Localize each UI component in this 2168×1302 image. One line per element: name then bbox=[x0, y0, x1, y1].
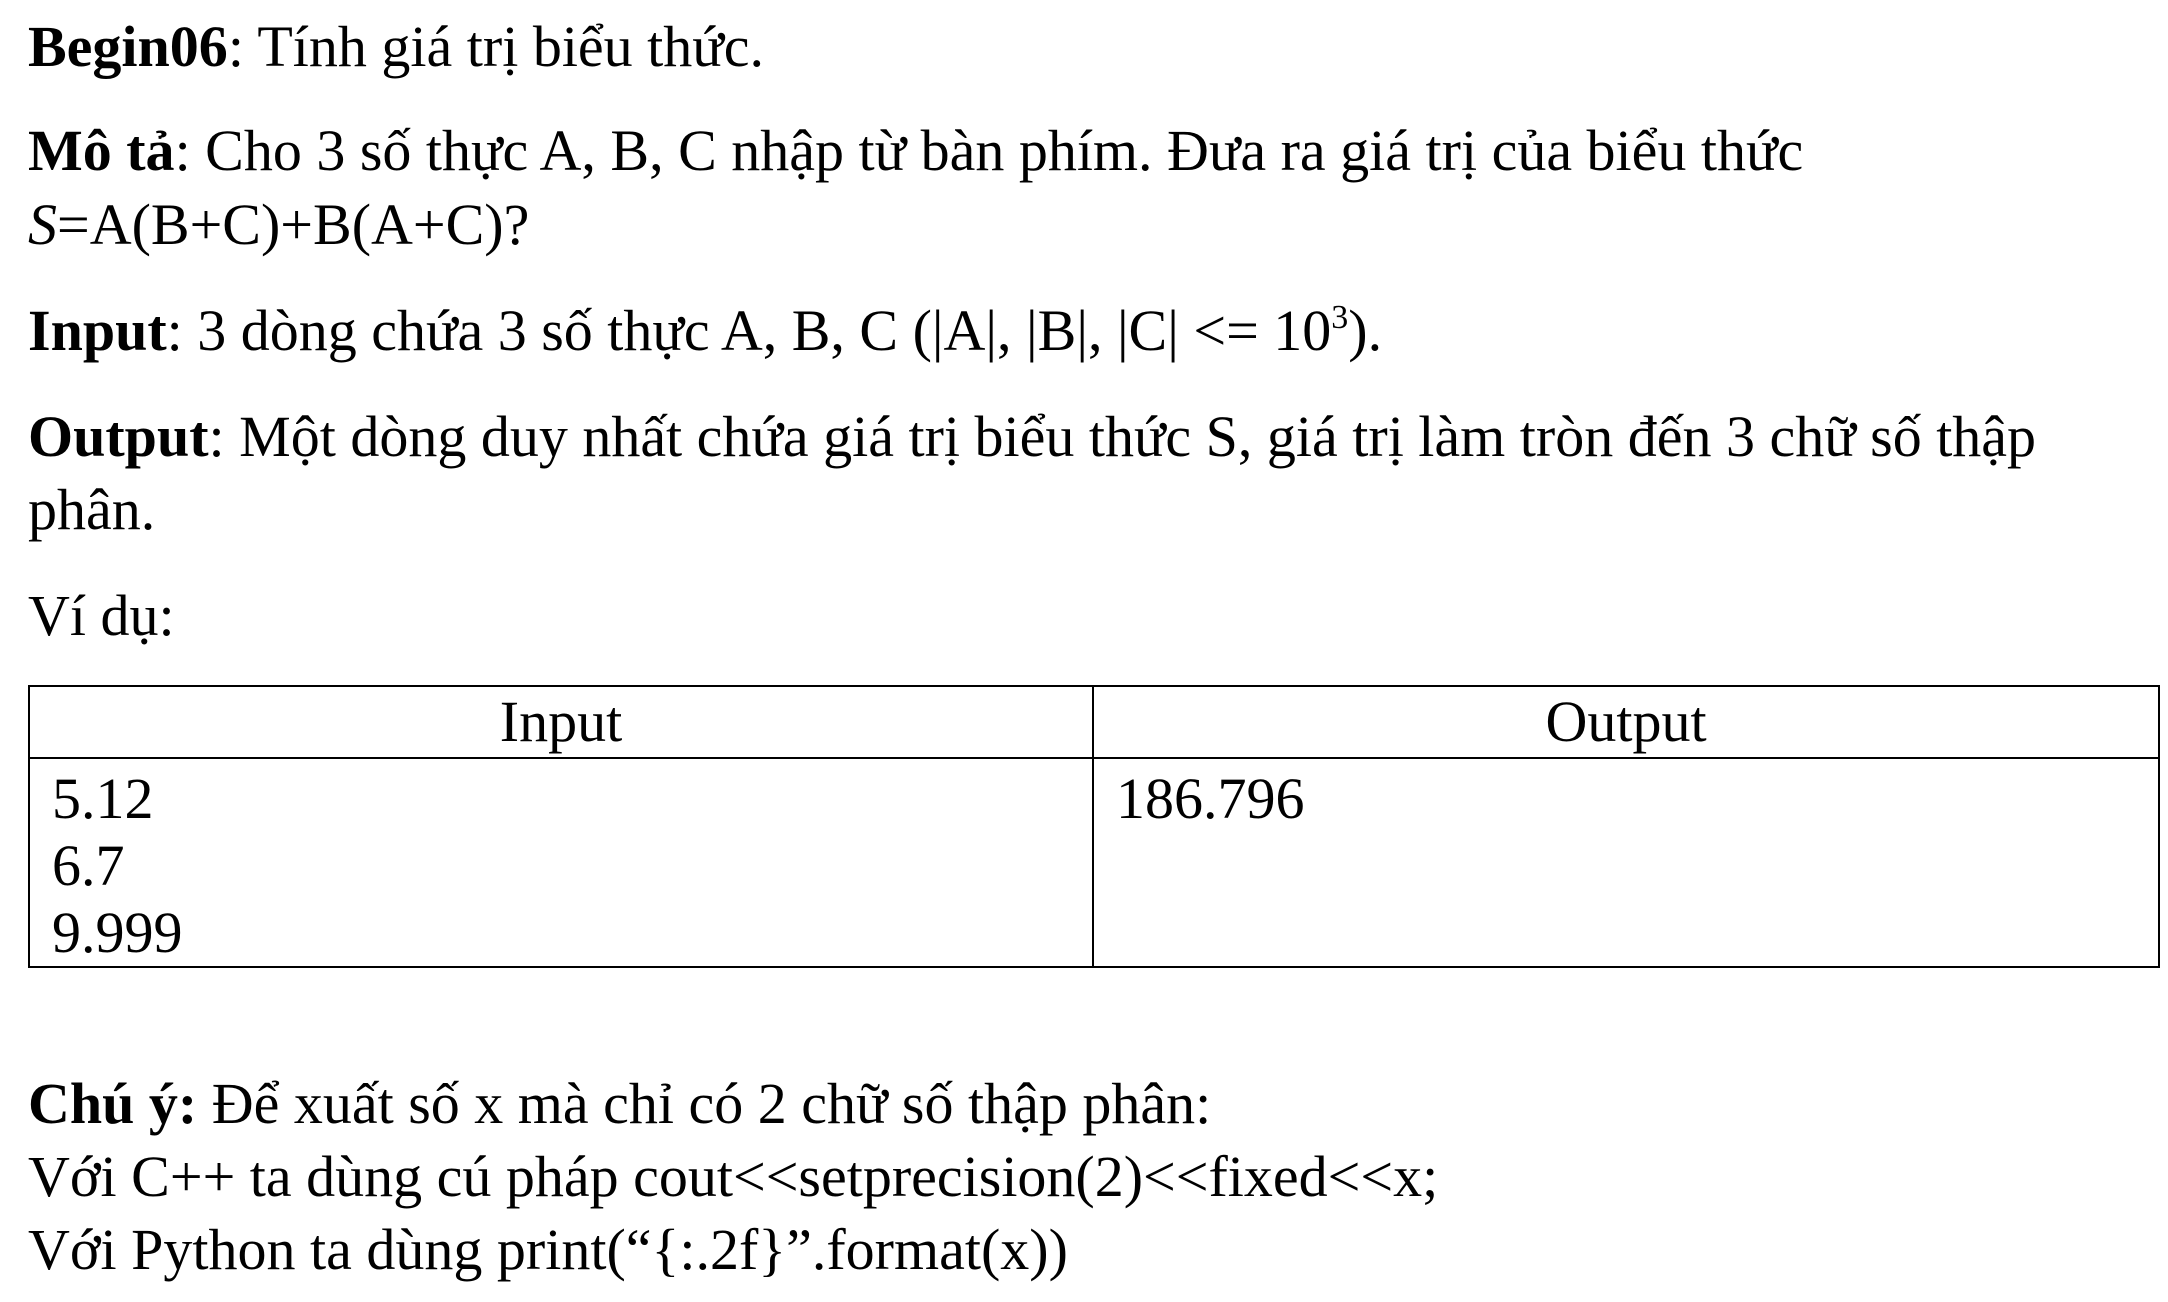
note-text: Để xuất số x mà chỉ có 2 chữ số thập phân: bbox=[197, 1071, 1212, 1136]
description-line bbox=[28, 118, 1804, 183]
sample-input-value: 6.7 bbox=[52, 833, 125, 898]
problem-code: Begin06 bbox=[28, 14, 228, 79]
table-row bbox=[29, 758, 2159, 967]
output-spec-line bbox=[28, 404, 2037, 469]
problem-title-text: : Tính giá trị biểu thức. bbox=[227, 14, 764, 79]
table-header-output: Output bbox=[1093, 686, 2159, 758]
sample-input-cell bbox=[29, 758, 1093, 967]
description-text: : Cho 3 số thực A, B, C nhập từ bàn phím. Đưa ra giá trị của biểu thức bbox=[174, 118, 1804, 183]
input-spec-text: : 3 dòng chứa 3 số thực A, B, C (|A|, |B|, |C| <= 10 bbox=[166, 298, 1332, 363]
input-spec-tail: ). bbox=[1348, 298, 1383, 363]
note-label: Chú ý: bbox=[28, 1071, 198, 1136]
table-header-row bbox=[29, 686, 2159, 758]
problem-title bbox=[28, 14, 764, 79]
input-spec-label: Input bbox=[28, 298, 167, 363]
sample-io-table bbox=[28, 685, 2160, 968]
output-spec-label: Output bbox=[28, 404, 209, 469]
input-spec-exponent: 3 bbox=[1331, 299, 1349, 336]
sample-input-value: 5.12 bbox=[52, 766, 154, 831]
sample-output-cell bbox=[1093, 758, 2159, 967]
description-label: Mô tả bbox=[28, 118, 175, 183]
example-label: Ví dụ: bbox=[28, 583, 175, 648]
output-spec-text: : Một dòng duy nhất chứa giá trị biểu thức S, giá trị làm tròn đến 3 chữ số thập bbox=[208, 404, 2037, 469]
formula-line bbox=[28, 192, 530, 257]
note-line bbox=[28, 1071, 1212, 1136]
note-python-line: Với Python ta dùng print(“{:.2f}”.format(x)) bbox=[28, 1217, 1068, 1282]
sample-input-value: 9.999 bbox=[52, 900, 183, 965]
formula-variable: S bbox=[28, 192, 57, 257]
note-cpp-line: Với C++ ta dùng cú pháp cout<<setprecision(2)<<fixed<<x; bbox=[28, 1144, 1439, 1209]
sample-output-value: 186.796 bbox=[1116, 766, 1305, 831]
input-spec-line bbox=[28, 298, 1383, 363]
table-header-input: Input bbox=[29, 686, 1093, 758]
formula-expression: =A(B+C)+B(A+C)? bbox=[57, 192, 530, 257]
output-spec-line-2: phân. bbox=[28, 477, 156, 542]
